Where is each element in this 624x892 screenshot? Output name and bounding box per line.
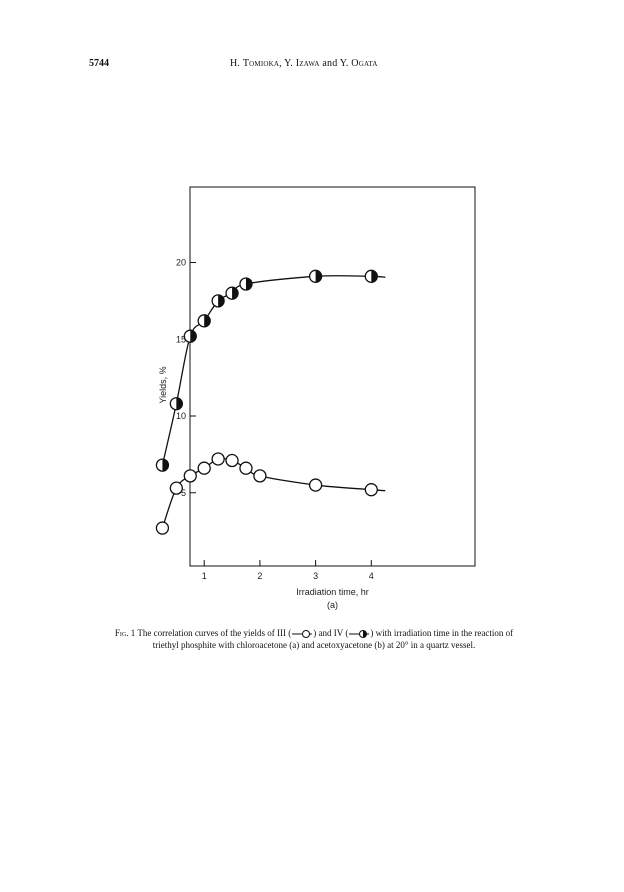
y-tick-label: 20 — [175, 257, 186, 268]
page-number: 5744 — [89, 58, 109, 69]
open-circle-point — [226, 455, 238, 467]
series-1-line — [162, 458, 385, 528]
plot-frame — [190, 187, 475, 566]
figure-caption — [114, 627, 514, 651]
open-circle-point — [198, 462, 210, 474]
point-circle — [240, 462, 252, 474]
point-circle — [365, 484, 377, 496]
open-circle-point — [254, 470, 266, 482]
open-circle-point — [156, 522, 168, 534]
open-circle-point — [310, 479, 322, 491]
half-filled-circle-point — [184, 330, 196, 342]
caption-text-2: ) and IV ( — [313, 628, 349, 638]
x-tick-label: 2 — [257, 571, 263, 581]
half-filled-circle-symbol-icon — [348, 629, 370, 639]
half-filled-circle-point — [226, 287, 238, 299]
running-head-part: and Y. — [319, 58, 352, 69]
running-head-part: H. — [230, 58, 243, 69]
y-tick-label: 5 — [180, 487, 186, 498]
x-axis-label: Irradiation time, hr — [296, 587, 369, 597]
x-tick-label: 3 — [313, 571, 319, 581]
open-circle-point — [212, 453, 224, 465]
half-filled-circle-point — [198, 315, 210, 327]
half-filled-circle-point — [310, 270, 322, 282]
open-circle-point — [184, 470, 196, 482]
running-head-part: Ogata — [351, 58, 378, 69]
caption-text-3: ) with irradiation time in the reaction of triethyl phosphite with chloroacetone (a) and acetoxyacetone (b) at 20° in a quartz vessel. — [152, 628, 514, 650]
x-tick-label: 4 — [368, 571, 374, 581]
open-circle-point — [240, 462, 252, 474]
point-circle — [212, 453, 224, 465]
running-head-part: , Y. — [279, 58, 296, 69]
half-filled-circle-point — [156, 459, 168, 471]
y-tick-label: 10 — [175, 411, 186, 421]
half-filled-circle-point — [365, 270, 377, 282]
y-axis-label: Yields, % — [158, 366, 168, 404]
open-circle-point — [365, 484, 377, 496]
half-filled-circle-point — [212, 295, 224, 307]
point-circle — [226, 455, 238, 467]
half-filled-circle-point — [240, 278, 252, 290]
point-circle — [198, 462, 210, 474]
series-0-line — [162, 276, 385, 465]
point-circle — [184, 470, 196, 482]
half-filled-circle-point — [170, 398, 182, 410]
caption-lead: Fig. 1 — [114, 628, 136, 638]
point-circle — [254, 470, 266, 482]
point-circle — [156, 522, 168, 534]
running-head-part: Izawa — [295, 58, 320, 69]
y-tick-label: 15 — [175, 334, 186, 345]
x-axis-sublabel: (a) — [327, 600, 338, 610]
running-head-part: Tomioka — [242, 58, 280, 69]
open-circle-symbol-icon — [291, 629, 313, 639]
point-circle — [310, 479, 322, 491]
x-tick-label: 1 — [201, 571, 207, 581]
caption-text-1: The correlation curves of the yields of III ( — [137, 628, 292, 638]
